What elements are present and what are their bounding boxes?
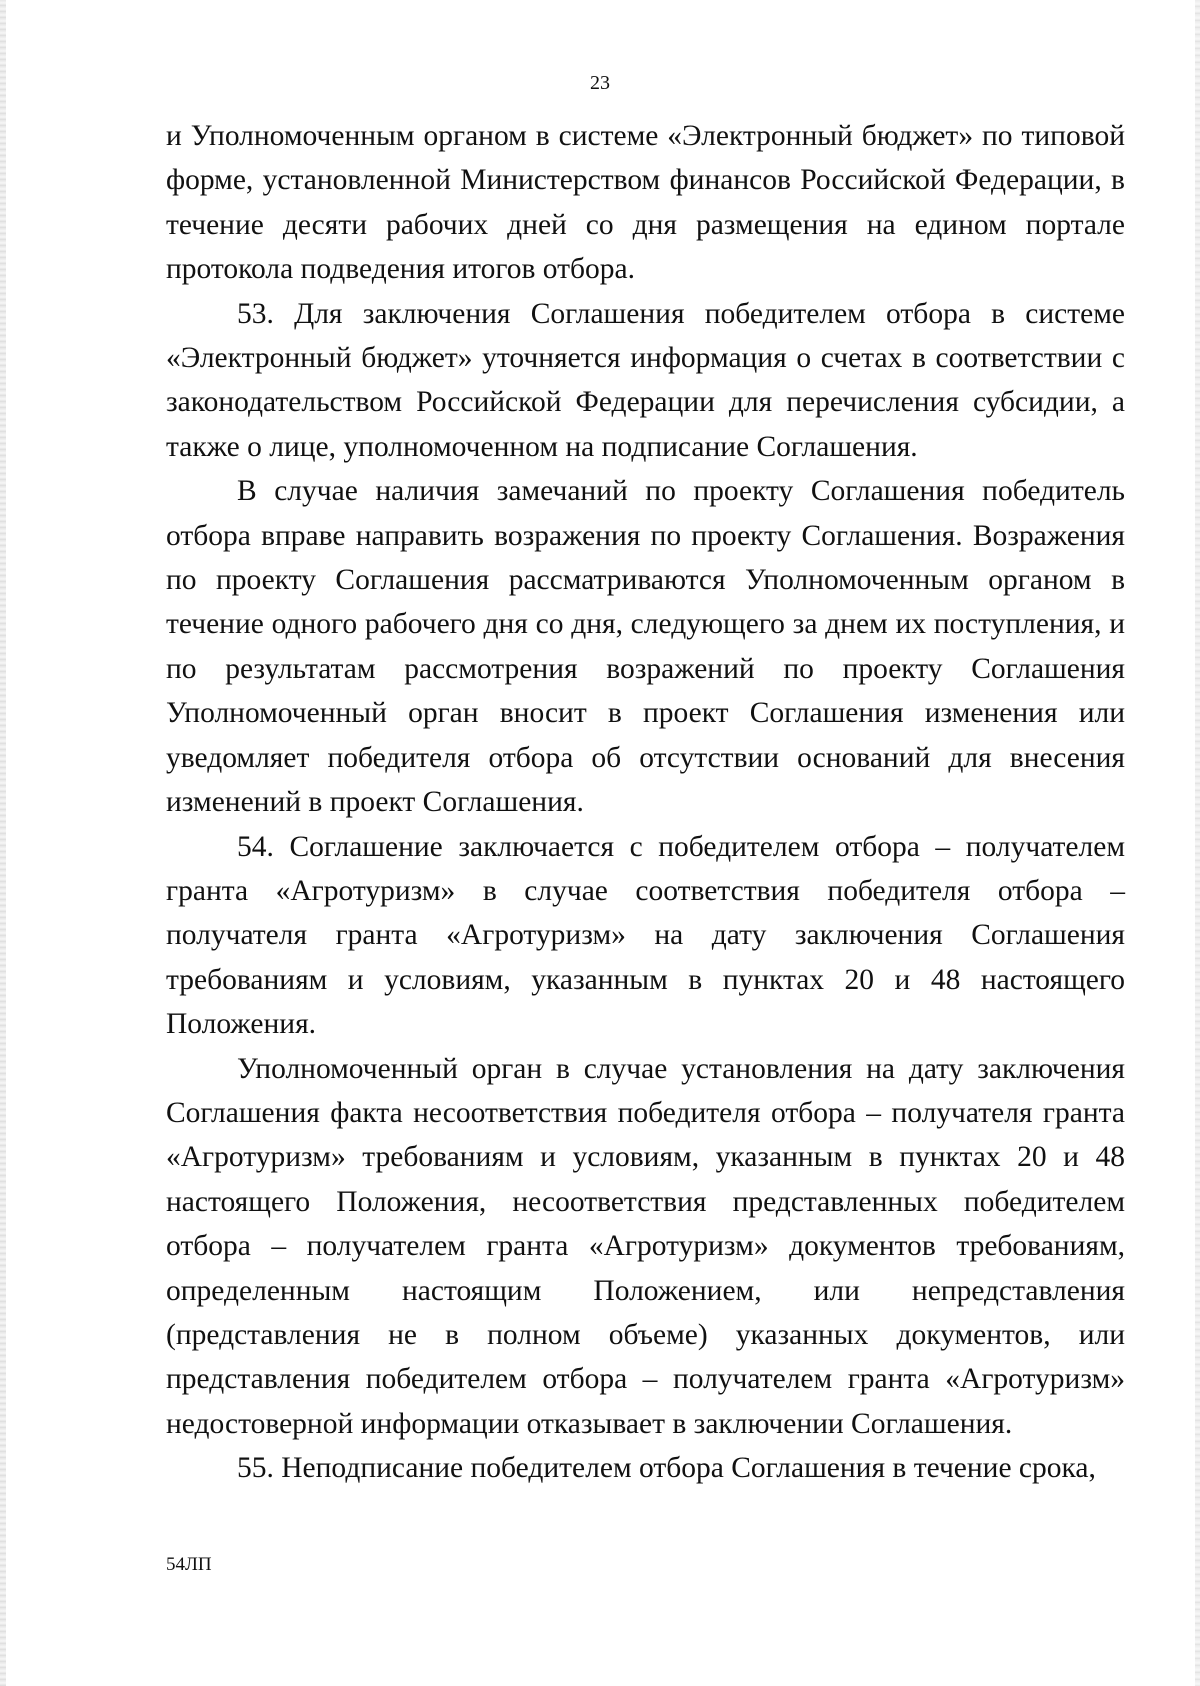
scan-edge-right: [1195, 0, 1200, 1686]
paragraph-objections: В случае наличия замечаний по проекту Соглашения победитель отбора вправе направить возражения по проекту Соглашения. Возражения по проекту Соглашения рассматриваются Уполномоченным органом в течение одного рабочего дня со дня, следующего за днем их поступления, и по результатам рассмотрения возражений по проекту Соглашения Уполномоченный орган вносит в проект Соглашения изменения или уведомляет победителя отбора об отсутствии оснований для внесения изменений в проект Соглашения.: [166, 475, 1125, 819]
paragraph-item-54: 54. Соглашение заключается с победителем отбора – получателем гранта «Агротуризм» в случае соответствия победителя отбора – получателя гранта «Агротуризм» на дату заключения Соглашения требованиям и условиям, указанным в пунктах 20 и 48 настоящего Положения.: [166, 830, 1125, 1041]
paragraph-refusal: Уполномоченный орган в случае установления на дату заключения Соглашения факта несоответствия победителя отбора – получателя гранта «Агротуризм» требованиям и условиям, указанным в пунктах 20 и 48 настоящего Положения, несоответствия представленных победителем отбора – получателем гранта «Агротуризм» документов требованиям, определенным настоящим Положением, или непредставления (представления не в полном объеме) указанных документов, или представления победителем отбора – получателем гранта «Агротуризм» недостоверной информации отказывает в заключении Соглашения.: [166, 1052, 1125, 1440]
page-number: 23: [590, 72, 610, 94]
document-body: [166, 114, 1125, 1491]
paragraph-item-53: 53. Для заключения Соглашения победителем отбора в системе «Электронный бюджет» уточняется информация о счетах в соответствии с законодательством Российской Федерации для перечисления субсидии, а также о лице, уполномоченном на подписание Соглашения.: [166, 297, 1125, 463]
paragraph-continuation: и Уполномоченным органом в системе «Электронный бюджет» по типовой форме, установленной Министерством финансов Российской Федерации, в течение десяти рабочих дней со дня размещения на едином портале протокола подведения итогов отбора.: [166, 120, 1125, 286]
scan-edge-left: [0, 0, 6, 1686]
paragraph-item-55: 55. Неподписание победителем отбора Соглашения в течение срока,: [237, 1452, 1096, 1485]
footer-document-code: 54ЛП: [166, 1554, 212, 1575]
